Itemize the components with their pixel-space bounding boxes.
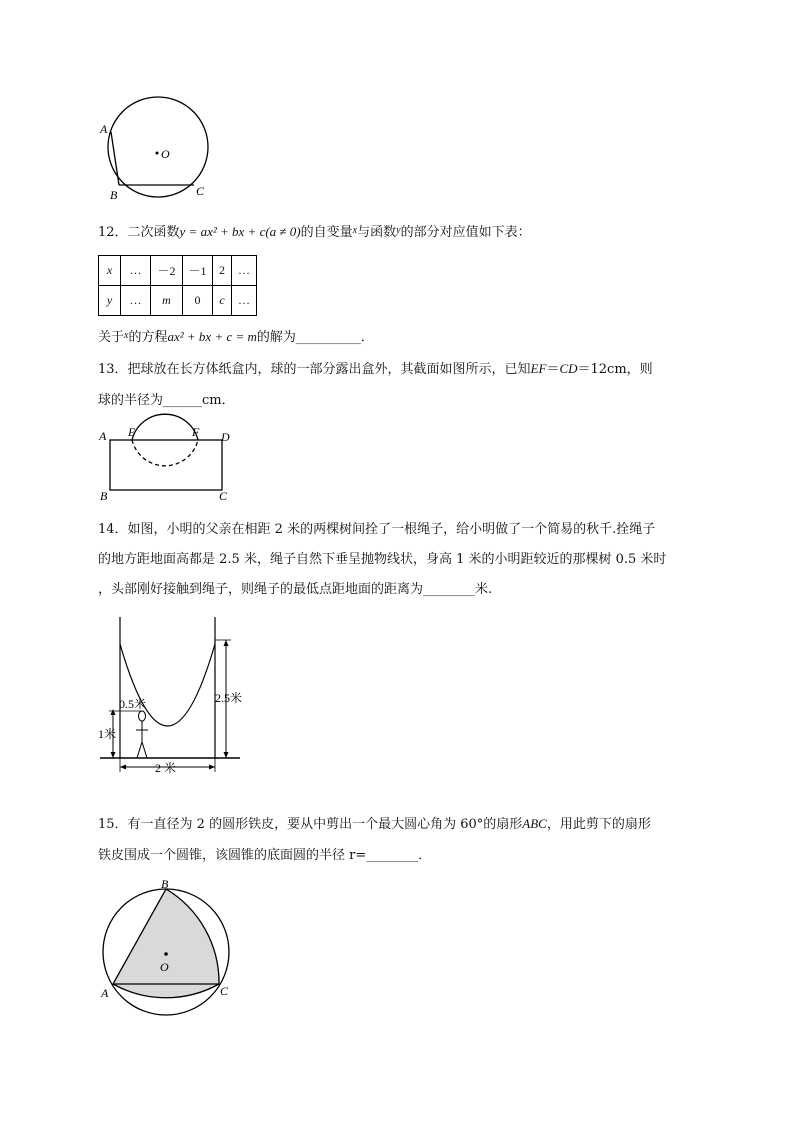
label-distance-0.5: 0.5米 [119, 697, 147, 711]
question-12-text [98, 222, 531, 242]
label-F: F [192, 425, 200, 439]
q12-after1: 关于 [98, 330, 125, 345]
table-cell: … [121, 256, 151, 286]
question-15-line2: 铁皮围成一个圆锥，该圆锥的底面圆的半径 r=________． [98, 848, 432, 863]
table-cell: m [151, 286, 183, 316]
label-B: B [161, 877, 169, 891]
q13-eq: ＝ [546, 362, 560, 377]
label-B: B [100, 489, 108, 503]
q12-after-x: x [124, 330, 129, 341]
table-cell: －1 [183, 256, 213, 286]
table-cell: … [232, 286, 257, 316]
table-cell: … [232, 256, 257, 286]
table-cell: y [99, 286, 121, 316]
sector-figure-q15 [95, 878, 245, 1028]
table-cell: 0 [183, 286, 213, 316]
label-width-2: 2 米 [155, 761, 177, 775]
question-12-answer-line [98, 327, 374, 347]
question-15-line1 [98, 815, 651, 834]
label-C: C [220, 984, 229, 998]
q12-tail: 的部分对应值如下表： [400, 225, 531, 240]
q12-function: y = ax² + bx + c(a ≠ 0) [179, 224, 301, 239]
question-13-line1 [98, 360, 653, 379]
table-cell: －2 [151, 256, 183, 286]
question-14-line2: 的地方距地面高都是 2.5 米，绳子自然下垂呈抛物线状，身高 1 米的小明距较近的那棵树 0.5 米时 [98, 552, 667, 567]
label-C: C [196, 184, 205, 198]
q12-var-y: y [396, 225, 401, 236]
q12-mid1: 的自变量 [300, 225, 353, 240]
table-row [99, 256, 257, 286]
label-A: A [99, 429, 107, 443]
table-cell: 2 [213, 256, 232, 286]
label-C: C [219, 489, 228, 503]
label-A: A [100, 122, 108, 136]
q12-equation: ax² + bx + c = m [167, 329, 257, 344]
q12-var-x: x [352, 225, 358, 236]
q15-line1b: ，用此剪下的扇形 [546, 817, 651, 832]
question-14-line1: 14．如图，小明的父亲在相距 2 米的两棵树间拴了一根绳子，给小明做了一个简易的秋千.拴绳子 [98, 522, 656, 537]
label-A: A [101, 986, 109, 1000]
table-cell: c [213, 286, 232, 316]
q13-line1a: 13．把球放在长方体纸盒内，球的一部分露出盒外，其截面如图所示，已知 [98, 362, 531, 377]
box-ball-figure-q13 [95, 420, 245, 510]
label-height-1: 1米 [98, 727, 117, 741]
swing-figure-q14 [95, 612, 265, 777]
q12-value-table [98, 255, 257, 316]
q12-mid2: 与函数 [357, 225, 397, 240]
circle-figure-q11 [95, 95, 220, 205]
table-cell: x [99, 256, 121, 286]
label-E: E [128, 425, 136, 439]
q15-abc: ABC [522, 816, 547, 831]
label-O: O [161, 147, 170, 161]
label-B: B [110, 188, 118, 202]
q12-after3: 的解为__________． [256, 330, 374, 345]
q13-cd: CD [559, 361, 578, 376]
q13-ef: EF [530, 361, 547, 376]
question-14-line3: ，头部刚好接触到绳子，则绳子的最低点距地面的距离为________米. [98, 582, 493, 597]
label-height-2.5: 2.5米 [215, 691, 243, 705]
q12-number: 12．二次函数 [98, 225, 180, 240]
question-13-line2: 球的半径为______cm． [98, 393, 235, 408]
table-cell: … [121, 286, 151, 316]
q13-line1b: ＝12cm，则 [577, 362, 653, 377]
q15-line1a: 15．有一直径为 2 的圆形铁皮，要从中剪出一个最大圆心角为 60°的扇形 [98, 817, 523, 832]
label-D: D [221, 430, 230, 444]
table-row [99, 286, 257, 316]
label-O: O [160, 960, 169, 974]
q12-after2: 的方程 [128, 330, 168, 345]
